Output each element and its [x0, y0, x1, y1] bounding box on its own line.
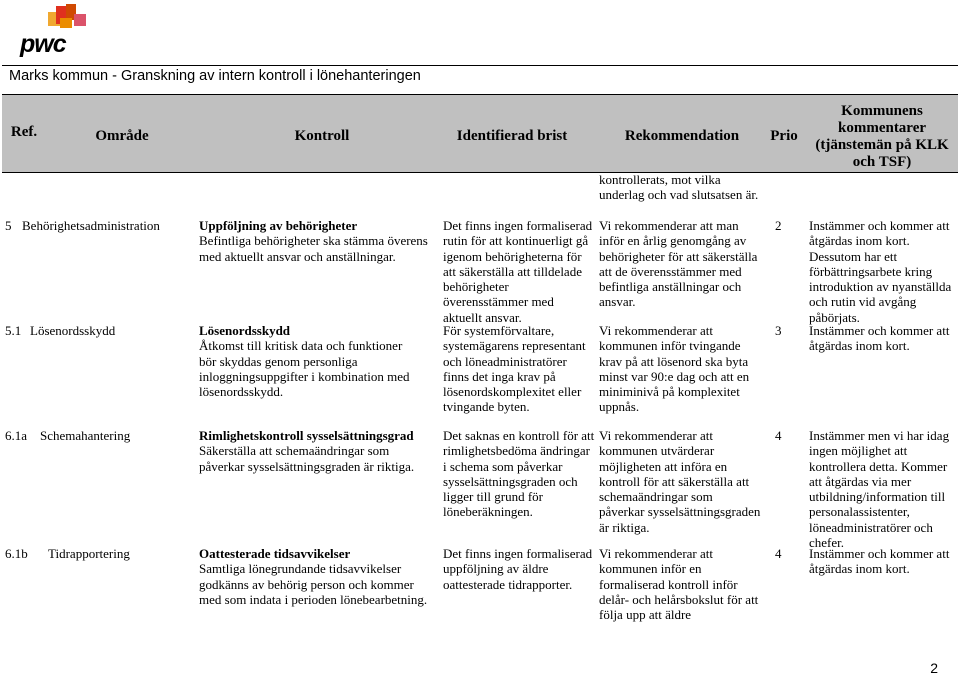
- row-area: Tidrapportering: [48, 546, 130, 561]
- row-area: Behörighetsadministration: [22, 218, 160, 233]
- row-ref: 6.1a: [5, 428, 28, 443]
- pwc-logo: [20, 2, 90, 58]
- document-title: Marks kommun - Granskning av intern kontroll i lönehanteringen: [9, 68, 421, 84]
- control-title: Oattesterade tidsavvikelser: [199, 546, 351, 561]
- page-number: 2: [930, 660, 938, 676]
- row-control: [199, 428, 424, 474]
- row-gap: Det finns ingen formaliserad uppföljning av äldre oattesterade tidrapporter.: [443, 546, 593, 592]
- row-gap: Det finns ingen formaliserad rutin för att kontinuerligt gå igenom behörigheterna för att säkerställa att tilldelade behörigheter överensstämmer med aktuellt ansvar.: [443, 218, 593, 325]
- row-recommendation: Vi rekommenderar att kommunen inför tvingande krav på att lösenord ska byta minst var 90:e dag och att en miniminivå på komplexitet uppnås.: [599, 323, 750, 415]
- row-prio: 4: [775, 546, 782, 561]
- header-recommendation: Rekommendation: [624, 128, 740, 144]
- document-title-bar: [2, 65, 958, 95]
- control-title: Uppföljning av behörigheter: [199, 218, 358, 233]
- control-title: Lösenordsskydd: [199, 323, 291, 338]
- header-ref: Ref.: [10, 124, 38, 140]
- control-title: Rimlighetskontroll sysselsättningsgrad: [199, 428, 414, 443]
- row-comment: Instämmer och kommer att åtgärdas inom kort.: [809, 323, 950, 354]
- row-recommendation: Vi rekommenderar att kommunen utvärderar möjligheten att införa en kontroll för att säkerställa att schemaändringar som påverkar sysselsättningsgraden är riktiga.: [599, 428, 761, 535]
- control-text: Samtliga lönegrundande tidsavvikelser godkänns av behörig person och kommer med som indata i perioden lönebearbetning.: [199, 561, 428, 607]
- control-text: Säkerställa att schemaändringar som påverkar sysselsättningsgraden är riktiga.: [199, 443, 415, 474]
- row-ref: 5.1: [5, 323, 22, 338]
- control-text: Åtkomst till kritisk data och funktioner bör skyddas genom personliga inloggningsuppgifter i kombination med lösenordsskydd.: [199, 338, 410, 400]
- row-recommendation: Vi rekommenderar att man inför en årlig genomgång av behörigheter för att säkerställa att de överensstämmer med befintliga anställningar och ansvar.: [599, 218, 758, 310]
- row-gap: Det saknas en kontroll för att rimlighetsbedöma ändringar i schema som påverkar sysselsättningsgraden och ligger till grund för löneberäkningen.: [443, 428, 595, 520]
- pwc-wordmark: pwc: [20, 30, 66, 58]
- table-header: [2, 95, 958, 173]
- row-area: Lösenordsskydd: [30, 323, 116, 338]
- header-prio: Prio: [770, 128, 798, 144]
- row-control: [199, 218, 429, 264]
- header-gap: Identifierad brist: [456, 128, 568, 144]
- row-gap: För systemförvaltare, systemägarens representant och löneadministratörer finns det inga krav på lösenordskomplexitet eller tvingande byten.: [443, 323, 586, 415]
- row-prio: 2: [775, 218, 782, 233]
- header-area: Område: [95, 128, 149, 144]
- row-ref: 6.1b: [5, 546, 28, 561]
- row-comment: Instämmer men vi har idag ingen möjlighet att kontrollera detta. Kommer att åtgärdas via mer utbildning/information till personalassistenter, löneadministratörer och chefer.: [809, 428, 950, 551]
- header-comment: Kommunens kommentarer (tjänstemän på KLK och TSF): [815, 103, 949, 170]
- header-control: Kontroll: [294, 128, 350, 144]
- recommendation-carryover: kontrollerats, mot vilka underlag och vad slutsatsen är.: [599, 172, 759, 203]
- row-prio: 3: [775, 323, 782, 338]
- row-control: [199, 323, 419, 399]
- row-control: [199, 546, 434, 607]
- row-recommendation: Vi rekommenderar att kommunen inför en formaliserad kontroll inför delår- och helårsbokslut för att följa upp att äldre: [599, 546, 759, 623]
- row-comment: Instämmer och kommer att åtgärdas inom kort. Dessutom har ett förbättringsarbete kring introduktion av nyanställda och rutin vid avgång påbörjats.: [809, 218, 952, 325]
- pwc-logo-mark: [20, 2, 90, 32]
- row-prio: 4: [775, 428, 782, 443]
- control-text: Befintliga behörigheter ska stämma överens med aktuellt ansvar och anställningar.: [199, 233, 428, 264]
- row-comment: Instämmer och kommer att åtgärdas inom kort.: [809, 546, 950, 577]
- row-ref: 5: [5, 218, 12, 233]
- row-area: Schemahantering: [40, 428, 131, 443]
